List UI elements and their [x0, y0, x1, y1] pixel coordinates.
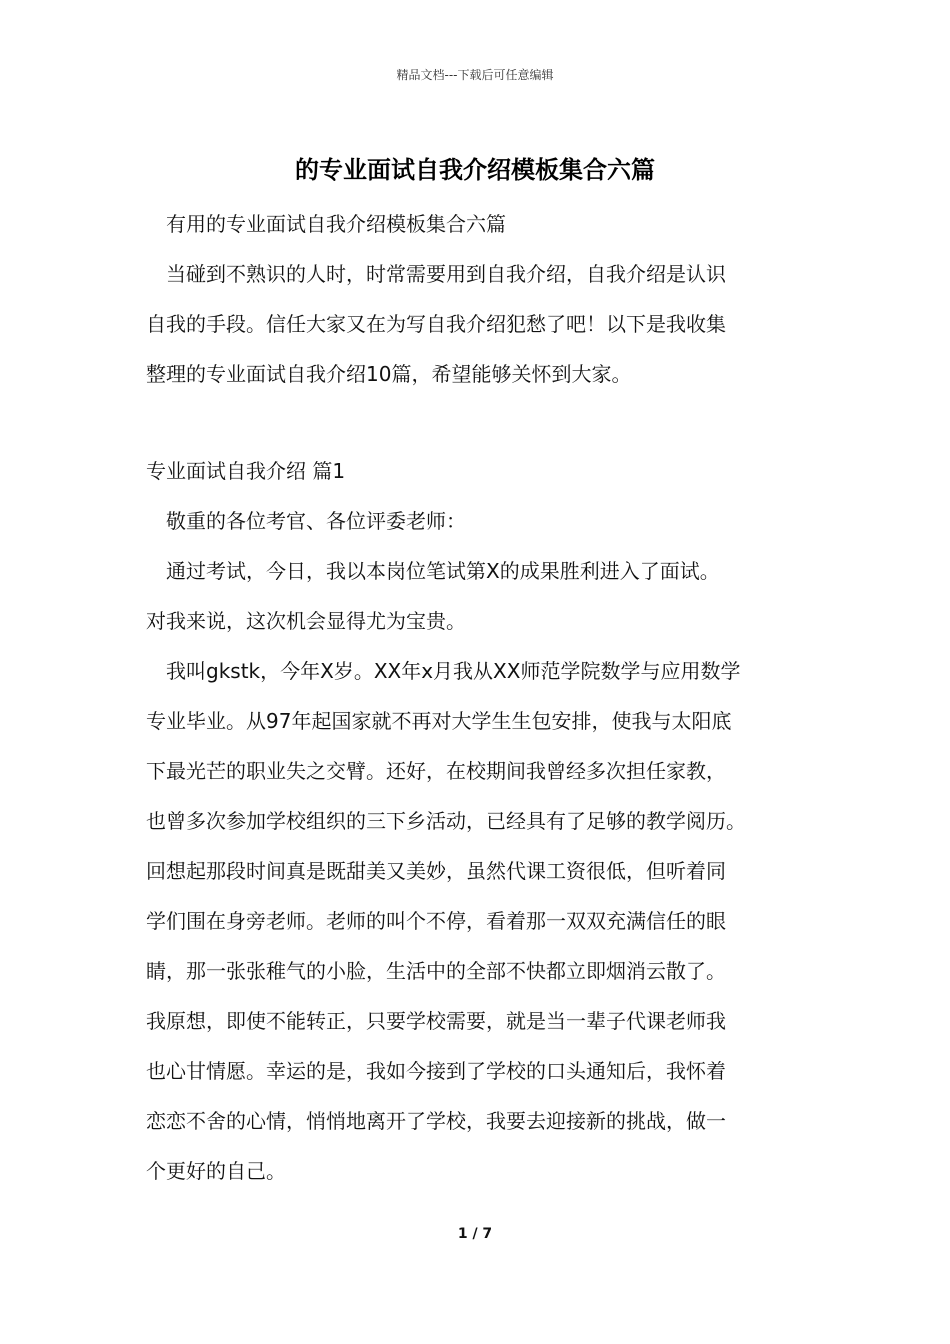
paragraph-line: 也心甘情愿。幸运的是，我如今接到了学校的口头通知后，我怀着 — [146, 1059, 726, 1083]
paragraph-line: 我原想，即使不能转正，只要学校需要，就是当一辈子代课老师我 — [146, 1009, 726, 1033]
section-heading: 专业面试自我介绍 篇1 — [146, 459, 346, 483]
section-1 — [146, 446, 818, 1196]
paragraph-line: 恋恋不舍的心情，悄悄地离开了学校，我要去迎接新的挑战，做一 — [146, 1109, 726, 1133]
intro-line: 自我的手段。信任大家又在为写自我介绍犯愁了吧！以下是我收集 — [146, 312, 726, 336]
paragraph-line: 专业毕业。从97年起国家就不再对大学生生包安排，使我与太阳底 — [146, 709, 732, 733]
paragraph-line: 通过考试，今日，我以本岗位笔试第X的成果胜利进入了面试。 — [166, 559, 720, 583]
paragraph-line: 也曾多次参加学校组织的三下乡活动，已经具有了足够的教学阅历。 — [146, 809, 746, 833]
subtitle: 有用的专业面试自我介绍模板集合六篇 — [166, 212, 506, 236]
paragraph-line: 回想起那段时间真是既甜美又美妙，虽然代课工资很低，但听着同 — [146, 859, 726, 883]
paragraph-line: 我叫gkstk，今年X岁。XX年x月我从XX师范学院数学与应用数学 — [166, 659, 741, 683]
greeting: 敬重的各位考官、各位评委老师： — [166, 509, 466, 533]
paragraph-line: 个更好的自己。 — [146, 1159, 286, 1183]
paragraph-line: 睛，那一张张稚气的小脸，生活中的全部不快都立即烟消云散了。 — [146, 959, 726, 983]
paragraph-line: 对我来说，这次机会显得尤为宝贵。 — [146, 609, 466, 633]
page-number: 1 / 7 — [457, 1226, 493, 1242]
intro-line: 整理的专业面试自我介绍10篇，希望能够关怀到大家。 — [146, 362, 632, 386]
intro-line: 当碰到不熟识的人时，时常需要用到自我介绍，自我介绍是认识 — [166, 262, 726, 286]
paragraph-line: 学们围在身旁老师。老师的叫个不停，看着那一双双充满信任的眼 — [146, 909, 726, 933]
page-header: 精品文档---下载后可任意编辑 — [396, 68, 554, 82]
intro-section — [146, 199, 818, 399]
document-title: 的专业面试自我介绍模板集合六篇 — [295, 156, 655, 184]
paragraph-line: 下最光芒的职业失之交臂。还好，在校期间我曾经多次担任家教， — [146, 759, 726, 783]
